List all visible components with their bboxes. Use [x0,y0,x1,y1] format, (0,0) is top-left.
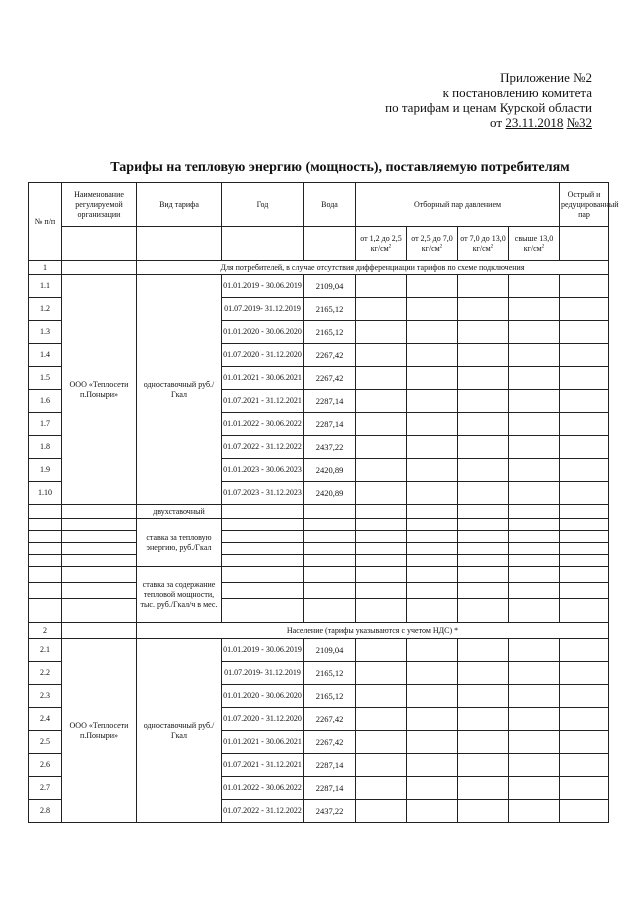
empty-cell [458,708,509,731]
empty-cell [509,390,560,413]
empty-cell [356,390,407,413]
empty-cell [304,531,356,543]
water-value: 2420,89 [304,459,356,482]
header-year: Год [222,183,304,227]
empty-cell [560,639,609,662]
period: 01.01.2023 - 30.06.2023 [222,459,304,482]
empty-cell [458,321,509,344]
table-row [29,555,609,567]
header-subrow [29,227,609,261]
empty-cell [560,459,609,482]
empty-cell [356,800,407,823]
empty-cell [62,599,137,623]
empty-cell [458,555,509,567]
water-value: 2267,42 [304,367,356,390]
empty-cell [356,298,407,321]
empty-cell [560,543,609,555]
empty-cell [29,531,62,543]
empty-cell [509,505,560,519]
header-tariff-type: Вид тарифа [137,183,222,227]
header-steam: Отборный пар давлением [356,183,560,227]
period: 01.01.2019 - 30.06.2019 [222,275,304,298]
empty-cell [509,708,560,731]
empty-cell [560,482,609,505]
empty-cell [407,275,458,298]
empty-cell [509,731,560,754]
empty-cell [304,599,356,623]
empty-cell [458,662,509,685]
empty-cell [458,298,509,321]
table-row [29,599,609,623]
period: 01.07.2019- 31.12.2019 [222,662,304,685]
appendix-date-prefix: от [490,115,506,130]
empty-cell [458,482,509,505]
empty-cell [458,639,509,662]
empty-cell [62,543,137,555]
empty-cell [356,599,407,623]
empty-cell [222,227,304,261]
empty-cell [458,519,509,531]
empty-cell [356,344,407,367]
row-num: 2.5 [29,731,62,754]
empty-cell [509,555,560,567]
empty-cell [356,777,407,800]
header-pressure-label: свыше 13,0 кг/см [514,233,554,253]
empty-cell [509,321,560,344]
tariff-table [28,182,619,823]
empty-cell [222,519,304,531]
empty-cell [62,261,137,275]
empty-cell [137,227,222,261]
empty-cell [304,519,356,531]
empty-cell [407,567,458,583]
empty-cell [304,505,356,519]
table-row [29,519,609,531]
empty-cell [509,344,560,367]
empty-cell [356,567,407,583]
superscript: 2 [541,243,545,249]
tariff-one-part: одноставочный руб./Гкал [137,639,222,823]
period: 01.01.2020 - 30.06.2020 [222,321,304,344]
empty-cell [407,390,458,413]
superscript: 2 [388,243,392,249]
empty-cell [407,639,458,662]
empty-cell [222,531,304,543]
empty-cell [356,754,407,777]
row-num: 2.3 [29,685,62,708]
period: 01.01.2020 - 30.06.2020 [222,685,304,708]
water-value: 2165,12 [304,685,356,708]
empty-cell [458,583,509,599]
empty-cell [407,731,458,754]
water-value: 2165,12 [304,298,356,321]
appendix-date: 23.11.2018 [505,115,564,130]
empty-cell [356,639,407,662]
water-value: 2287,14 [304,413,356,436]
empty-cell [458,413,509,436]
section-num: 2 [29,623,62,639]
empty-cell [304,567,356,583]
water-value: 2420,89 [304,482,356,505]
superscript: 2 [490,243,494,249]
row-num: 2.8 [29,800,62,823]
empty-cell [509,583,560,599]
section-title: Для потребителей, в случае отсутствия дифференциации тарифов по схеме подключения [137,261,609,275]
table-row [29,639,609,662]
empty-cell [560,731,609,754]
empty-cell [458,344,509,367]
header-sharp-steam: Острый и редуцированный пар [560,183,609,227]
empty-cell [509,459,560,482]
water-value: 2287,14 [304,777,356,800]
empty-cell [62,583,137,599]
empty-cell [509,599,560,623]
empty-cell [407,777,458,800]
empty-cell [458,567,509,583]
empty-cell [509,567,560,583]
appendix-number: №32 [566,115,592,130]
table-row [29,275,609,298]
empty-cell [560,519,609,531]
empty-cell [458,543,509,555]
row-num: 1.2 [29,298,62,321]
empty-cell [458,599,509,623]
empty-cell [356,685,407,708]
empty-cell [407,543,458,555]
table-row [29,583,609,599]
tariff-one-part: одноставочный руб./Гкал [137,275,222,505]
empty-cell [509,367,560,390]
period: 01.07.2023 - 31.12.2023 [222,482,304,505]
row-num: 2.7 [29,777,62,800]
period: 01.07.2022 - 31.12.2022 [222,436,304,459]
empty-cell [29,543,62,555]
empty-cell [62,227,137,261]
empty-cell [509,436,560,459]
period: 01.07.2020 - 31.12.2020 [222,708,304,731]
org-name: ООО «Теплосети п.Поныри» [62,275,137,505]
empty-cell [407,800,458,823]
empty-cell [458,731,509,754]
period: 01.07.2021 - 31.12.2021 [222,754,304,777]
empty-cell [29,567,62,583]
empty-cell [509,543,560,555]
header-pressure-label: от 1,2 до 2,5 кг/см [360,233,402,253]
empty-cell [356,413,407,436]
appendix-line-1: Приложение №2 [500,70,592,85]
empty-cell [356,731,407,754]
water-value: 2165,12 [304,321,356,344]
header-pressure [509,227,560,261]
period: 01.01.2022 - 30.06.2022 [222,777,304,800]
water-value: 2109,04 [304,275,356,298]
table-row [29,531,609,543]
empty-cell [407,519,458,531]
empty-cell [560,344,609,367]
table-row [29,543,609,555]
empty-cell [509,800,560,823]
empty-cell [560,390,609,413]
empty-cell [560,227,609,261]
empty-cell [560,531,609,543]
water-value: 2437,22 [304,800,356,823]
empty-cell [356,367,407,390]
empty-cell [407,321,458,344]
section-title: Население (тарифы указываются с учетом НДС) * [137,623,609,639]
empty-cell [62,567,137,583]
empty-cell [222,583,304,599]
row-num: 1.7 [29,413,62,436]
water-value: 2267,42 [304,731,356,754]
header-org: Наименование регулируемой организации [62,183,137,227]
row-num: 2.6 [29,754,62,777]
row-num: 1.1 [29,275,62,298]
empty-cell [458,685,509,708]
table-row [29,505,609,519]
period: 01.01.2021 - 30.06.2021 [222,367,304,390]
appendix-line-4 [300,115,592,130]
empty-cell [356,662,407,685]
section-row [29,623,609,639]
empty-cell [509,275,560,298]
empty-cell [560,685,609,708]
tariff-two-part: двухставочный [137,505,222,519]
row-num: 1.6 [29,390,62,413]
empty-cell [407,482,458,505]
empty-cell [356,543,407,555]
empty-cell [458,531,509,543]
period: 01.01.2022 - 30.06.2022 [222,413,304,436]
empty-cell [222,555,304,567]
header-pressure [458,227,509,261]
header-pressure [407,227,458,261]
section-row [29,261,609,275]
empty-cell [62,531,137,543]
water-value: 2287,14 [304,754,356,777]
empty-cell [356,459,407,482]
empty-cell [356,482,407,505]
empty-cell [560,436,609,459]
empty-cell [407,367,458,390]
empty-cell [407,685,458,708]
empty-cell [222,505,304,519]
empty-cell [356,436,407,459]
row-num: 1.4 [29,344,62,367]
empty-cell [407,459,458,482]
empty-cell [407,344,458,367]
empty-cell [509,482,560,505]
empty-cell [560,413,609,436]
empty-cell [222,599,304,623]
period: 01.01.2021 - 30.06.2021 [222,731,304,754]
empty-cell [458,777,509,800]
header-row [29,183,609,227]
water-value: 2287,14 [304,390,356,413]
empty-cell [509,777,560,800]
empty-cell [29,519,62,531]
water-value: 2437,22 [304,436,356,459]
row-num: 1.3 [29,321,62,344]
empty-cell [509,298,560,321]
header-pressure-label: от 2,5 до 7,0 кг/см [411,233,453,253]
empty-cell [407,436,458,459]
row-num: 2.1 [29,639,62,662]
empty-cell [407,505,458,519]
section-num: 1 [29,261,62,275]
empty-cell [407,708,458,731]
empty-cell [458,754,509,777]
empty-cell [356,708,407,731]
empty-cell [62,519,137,531]
empty-cell [407,555,458,567]
row-num: 1.8 [29,436,62,459]
row-num: 1.10 [29,482,62,505]
empty-cell [458,390,509,413]
tariff-table-body [29,183,619,823]
water-value: 2165,12 [304,662,356,685]
appendix-header [300,70,592,130]
empty-cell [407,413,458,436]
period: 01.01.2019 - 30.06.2019 [222,639,304,662]
empty-cell [356,321,407,344]
empty-cell [560,555,609,567]
empty-cell [509,519,560,531]
empty-cell [62,505,137,519]
appendix-line-2: к постановлению комитета [442,85,592,100]
water-value: 2267,42 [304,344,356,367]
empty-cell [356,519,407,531]
period: 01.07.2022 - 31.12.2022 [222,800,304,823]
empty-cell [356,555,407,567]
empty-cell [407,298,458,321]
empty-cell [560,583,609,599]
empty-cell [509,531,560,543]
empty-cell [407,531,458,543]
empty-cell [356,505,407,519]
empty-cell [407,599,458,623]
capacity-rate: ставка за содержание тепловой мощности, тыс. руб./Гкал/ч в мес. [137,567,222,623]
empty-cell [458,505,509,519]
empty-cell [407,583,458,599]
empty-cell [560,567,609,583]
empty-cell [407,662,458,685]
energy-rate: ставка за тепловую энергию, руб./Гкал [137,519,222,567]
empty-cell [356,531,407,543]
empty-cell [560,708,609,731]
empty-cell [29,583,62,599]
appendix-line-3: по тарифам и ценам Курской области [385,100,592,115]
empty-cell [560,275,609,298]
row-num: 1.9 [29,459,62,482]
period: 01.07.2020 - 31.12.2020 [222,344,304,367]
empty-cell [458,275,509,298]
empty-cell [509,639,560,662]
empty-cell [560,298,609,321]
empty-cell [560,505,609,519]
empty-cell [560,777,609,800]
header-pressure [356,227,407,261]
row-num: 2.4 [29,708,62,731]
empty-cell [29,599,62,623]
header-num: № п/п [29,183,62,261]
water-value: 2109,04 [304,639,356,662]
period: 01.07.2021 - 31.12.2021 [222,390,304,413]
empty-cell [560,367,609,390]
header-water: Вода [304,183,356,227]
empty-cell [304,227,356,261]
empty-cell [458,436,509,459]
empty-cell [356,583,407,599]
empty-cell [304,555,356,567]
empty-cell [560,662,609,685]
empty-cell [458,800,509,823]
empty-cell [222,543,304,555]
empty-cell [509,413,560,436]
row-num: 2.2 [29,662,62,685]
empty-cell [509,662,560,685]
empty-cell [560,800,609,823]
water-value: 2267,42 [304,708,356,731]
empty-cell [560,321,609,344]
empty-cell [29,555,62,567]
empty-cell [62,623,137,639]
empty-cell [458,367,509,390]
document-title: Тарифы на тепловую энергию (мощность), поставляемую потребителям [110,160,570,175]
empty-cell [407,754,458,777]
empty-cell [560,754,609,777]
superscript: 2 [439,243,443,249]
empty-cell [509,685,560,708]
empty-cell [509,754,560,777]
empty-cell [29,505,62,519]
empty-cell [560,599,609,623]
empty-cell [356,275,407,298]
empty-cell [62,555,137,567]
empty-cell [458,459,509,482]
table-row [29,567,609,583]
empty-cell [222,567,304,583]
row-num: 1.5 [29,367,62,390]
empty-cell [304,543,356,555]
header-pressure-label: от 7,0 до 13,0 кг/см [460,233,506,253]
org-name: ООО «Теплосети п.Поныри» [62,639,137,823]
period: 01.07.2019- 31.12.2019 [222,298,304,321]
empty-cell [304,583,356,599]
